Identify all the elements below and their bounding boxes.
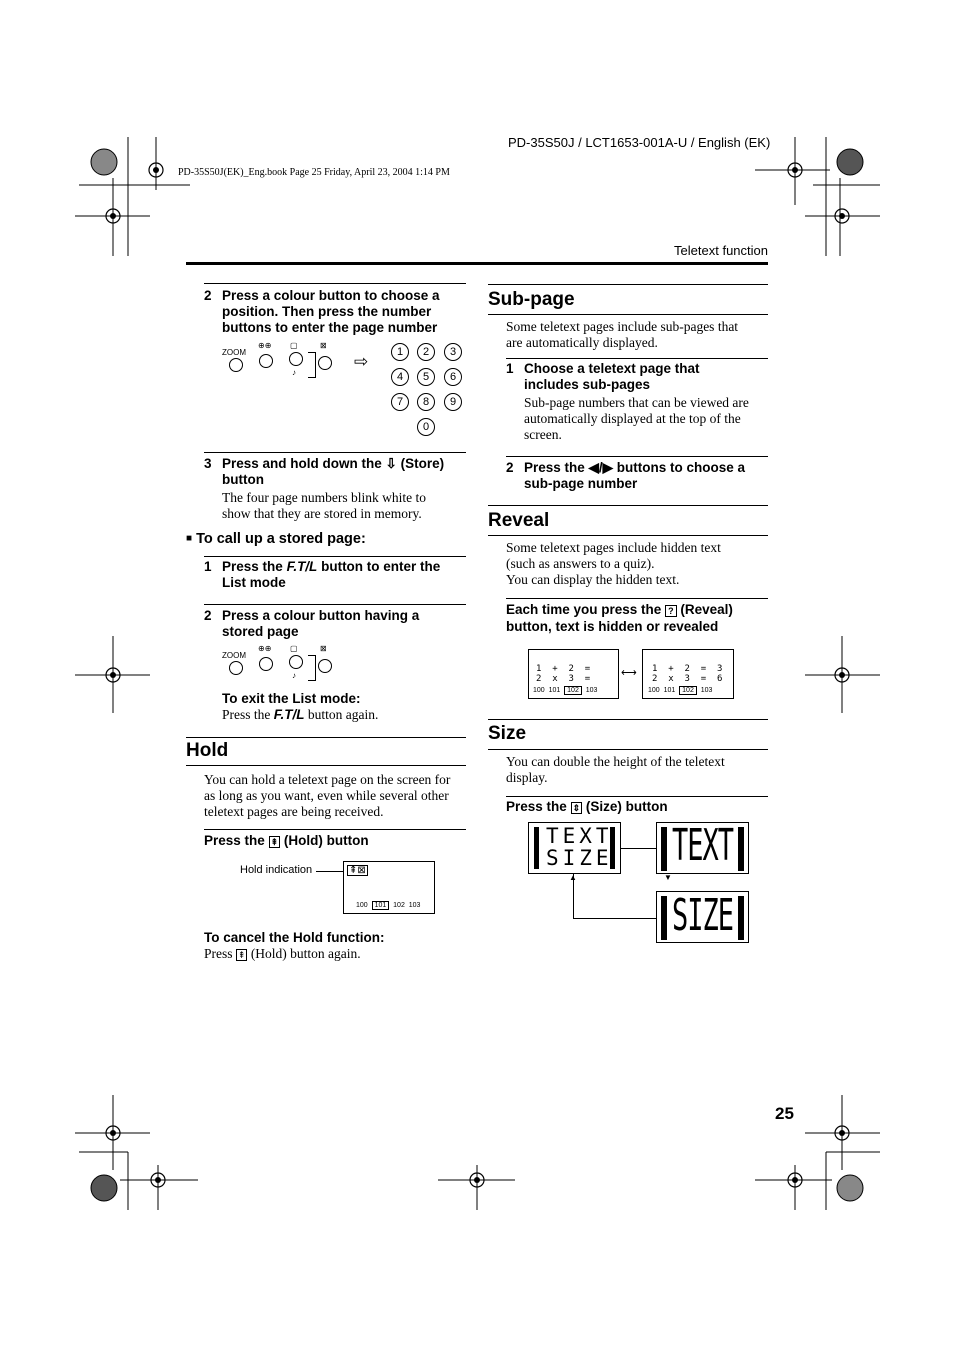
size-title: Size xyxy=(488,723,527,744)
zoom-button[interactable] xyxy=(229,358,243,372)
page-numbers: 100 101 102 103 xyxy=(533,687,598,694)
divider xyxy=(204,283,466,284)
bracket xyxy=(308,655,316,681)
call-heading: ■ To call up a stored page: xyxy=(186,531,366,547)
grid-icon: ⊠ xyxy=(320,341,327,350)
page-number: 25 xyxy=(775,1104,794,1123)
arrow-down-icon: ▼ xyxy=(664,873,672,882)
subpage-body: Some teletext pages include sub-pages that are automatically displayed. xyxy=(506,319,739,350)
hold-indicator-icon: ⇞⊠ xyxy=(349,865,366,876)
quiz-text: 1 + 2 = 2 x 3 = xyxy=(536,664,591,684)
bracket xyxy=(308,352,316,378)
quiz-text: 1 + 2 = 3 2 x 3 = 6 xyxy=(652,664,723,684)
remote-buttons: ZOOM ⊕⊕ ▢ ♪ ⊠ xyxy=(220,340,350,385)
divider xyxy=(204,556,466,557)
square-bullet-icon: ■ xyxy=(186,533,193,544)
subpage-title: Sub-page xyxy=(488,289,575,310)
number-key-5[interactable]: 5 xyxy=(417,368,435,386)
divider xyxy=(186,765,466,766)
divider xyxy=(506,796,768,797)
ftl-button-icon: F.T/L xyxy=(273,707,305,722)
step-3: 3 Press and hold down the ⇩ (Store) button xyxy=(204,456,445,487)
hold-screen xyxy=(343,861,435,914)
cancel-heading: To cancel the Hold function: xyxy=(204,930,385,945)
number-key-0[interactable]: 0 xyxy=(417,418,435,436)
leader-line xyxy=(316,871,346,872)
hold-icon: ⇞ xyxy=(270,837,279,847)
number-key-6[interactable]: 6 xyxy=(444,368,462,386)
reveal-press: Each time you press the ? (Reveal) button, text is hidden or revealed xyxy=(506,602,733,634)
size-body: You can double the height of the teletext display. xyxy=(506,754,725,785)
page-numbers: 100 101 102 103 xyxy=(356,902,421,909)
divider xyxy=(488,719,768,720)
header-rule xyxy=(186,262,768,265)
size-icon: ⇕ xyxy=(572,803,581,813)
doc-id: PD-35S50J / LCT1653-001A-U / English (EK) xyxy=(508,135,771,150)
number-key-2[interactable]: 2 xyxy=(417,343,435,361)
divider xyxy=(506,456,768,457)
number-key-8[interactable]: 8 xyxy=(417,393,435,411)
divider xyxy=(506,598,768,599)
size-screen-bottom: SIZE xyxy=(656,891,749,943)
note-icon: ♪ xyxy=(292,671,296,680)
divider xyxy=(488,314,768,315)
arrow-line xyxy=(573,918,656,919)
exit-heading: To exit the List mode: xyxy=(222,691,361,706)
step-3-body: The four page numbers blink white to show that they are stored in memory. xyxy=(222,490,426,521)
page-icon: ▢ xyxy=(290,341,298,350)
exit-body: Press the F.T/L button again. xyxy=(222,707,379,722)
divider xyxy=(204,604,466,605)
call-step-2: 2 Press a colour button having a stored page xyxy=(204,608,420,639)
divider xyxy=(488,535,768,536)
arrow-right-icon: ⇨ xyxy=(354,352,369,371)
zoom-button[interactable] xyxy=(229,661,243,675)
subtitle-icon: ⊕⊕ xyxy=(258,341,272,350)
number-key-9[interactable]: 9 xyxy=(444,393,462,411)
reveal-icon: ? xyxy=(665,605,677,617)
number-key-1[interactable]: 1 xyxy=(391,343,409,361)
hold-press: Press the ⇞ (Hold) button xyxy=(204,833,369,848)
cancel-body: Press ⇞ (Hold) button again. xyxy=(204,946,361,961)
step-2: 2 Press a colour button to choose a position. Then press the number buttons to enter the page number xyxy=(204,288,440,335)
number-key-7[interactable]: 7 xyxy=(391,393,409,411)
reveal-screen-shown xyxy=(642,649,734,699)
divider xyxy=(204,452,466,453)
size-screen-top: TEXT xyxy=(656,822,749,874)
colour-button[interactable] xyxy=(259,657,273,671)
colour-button[interactable] xyxy=(289,352,303,366)
subpage-step-1: 1 Choose a teletext page that includes sub-pages xyxy=(506,361,700,392)
colour-button[interactable] xyxy=(289,655,303,669)
call-step-1: 1 Press the F.T/L button to enter the List mode xyxy=(204,559,441,590)
divider xyxy=(488,749,768,750)
double-arrow-icon: ⟷ xyxy=(621,667,637,679)
subtitle-icon: ⊕⊕ xyxy=(258,644,272,653)
hold-body: You can hold a teletext page on the screen for as long as you want, even while several other teletext pages are being received. xyxy=(204,772,451,819)
arrow-up-icon: ▲ xyxy=(569,873,577,882)
divider xyxy=(488,505,768,506)
note-icon: ♪ xyxy=(292,368,296,377)
book-info: PD-35S50J(EK)_Eng.book Page 25 Friday, April 23, 2004 1:14 PM xyxy=(178,167,450,178)
divider xyxy=(204,829,466,830)
colour-button[interactable] xyxy=(259,354,273,368)
size-press: Press the ⇕ (Size) button xyxy=(506,799,668,814)
subpage-step-1-body: Sub-page numbers that can be viewed are automatically displayed at the top of the screen. xyxy=(524,395,749,442)
number-key-3[interactable]: 3 xyxy=(444,343,462,361)
store-icon: ⇩ xyxy=(385,456,397,471)
grid-icon: ⊠ xyxy=(320,644,327,653)
number-key-4[interactable]: 4 xyxy=(391,368,409,386)
hold-icon: ⇞ xyxy=(237,950,246,960)
section-title: Teletext function xyxy=(674,243,768,258)
page-icon: ▢ xyxy=(290,644,298,653)
divider xyxy=(488,284,768,285)
reveal-title: Reveal xyxy=(488,510,550,531)
arrow-line xyxy=(621,848,656,849)
reveal-screen-hidden xyxy=(528,649,619,699)
reveal-body: Some teletext pages include hidden text (such as answers to a quiz). You can display the hidden text. xyxy=(506,540,721,587)
subpage-step-2: 2 Press the ◀/▶ buttons to choose a sub-page number xyxy=(506,460,746,491)
colour-button[interactable] xyxy=(318,659,332,673)
size-screen-normal: TEXT SIZE xyxy=(528,822,621,874)
page-numbers: 100 101 102 103 xyxy=(648,687,713,694)
ftl-button-icon: F.T/L xyxy=(286,559,318,574)
divider xyxy=(506,358,768,359)
hold-title: Hold xyxy=(186,740,229,761)
divider xyxy=(186,737,466,738)
hold-indication-label: Hold indication xyxy=(240,864,313,876)
colour-button[interactable] xyxy=(318,356,332,370)
remote-buttons: ZOOM ⊕⊕ ▢ ♪ ⊠ xyxy=(220,643,350,688)
